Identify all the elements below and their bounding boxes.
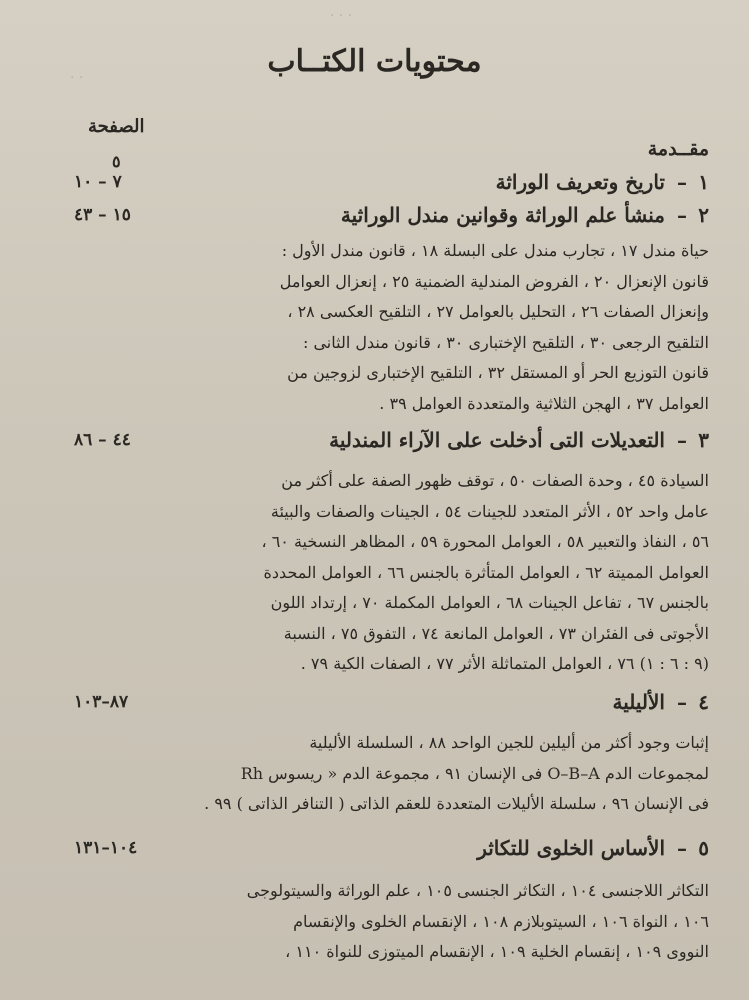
section-heading: التعديلات التى أدخلت على الآراء المندلية: [329, 428, 665, 452]
topic-line: لمجموعات الدم O–B–A فى الإنسان ٩١ ، مجموعة الدم « ريسوس Rh: [240, 763, 709, 783]
topic-line: ٥٦ ، النفاذ والتعبير ٥٨ ، العوامل المحورة ٥٩ ، المظاهر النسخية ٦٠ ،: [261, 532, 709, 551]
section-heading: تاريخ وتعريف الوراثة: [495, 170, 665, 194]
section-page-range: ٨٧–١٠٣: [74, 692, 129, 712]
section-4-topics: [88, 728, 709, 820]
toc-entry-1: [74, 170, 709, 200]
intro-page-number: ٥: [112, 152, 121, 171]
topic-line: قانون التوزيع الحر أو المستقل ٣٢ ، التلقيح الإختبارى لزوجين من: [287, 363, 709, 382]
section-page-range: ٤٤ – ٨٦: [74, 430, 131, 450]
topic-line: التلقيح الرجعى ٣٠ ، التلقيح الإختبارى ٣٠ ، قانون مندل الثانى :: [302, 332, 709, 352]
section-page-range: ١٠٤–١٣١: [74, 838, 138, 858]
section-heading: الأليلية: [612, 690, 665, 714]
topic-line: ١٠٦ ، النواة ١٠٦ ، السيتوبلازم ١٠٨ ، الإنقسام الخلوى والإنقسام: [293, 911, 709, 931]
intro-heading: مقــدمة: [647, 138, 709, 160]
bleed-through-mark: · · ·: [330, 8, 353, 24]
toc-entry-2: [74, 203, 709, 233]
section-dash: –: [677, 170, 687, 194]
section-number: ٤: [698, 690, 709, 714]
section-number: ٢: [698, 203, 709, 227]
section-dash: –: [677, 203, 687, 227]
topic-line: (٩ : ٦ : ١) ٧٦ ، العوامل المتماثلة الأثر ٧٧ ، الصفات الكية ٧٩ .: [300, 654, 709, 673]
topic-line: عامل واحد ٥٢ ، الأثر المتعدد للجينات ٥٤ ، الجينات والصفات والبيئة: [270, 501, 709, 521]
topic-line: وإنعزال الصفات ٢٦ ، التحليل بالعوامل ٢٧ ، التلقيح العكسى ٢٨ ،: [287, 302, 709, 321]
section-3-topics: [88, 466, 709, 680]
section-2-topics: [88, 236, 709, 419]
topic-line: فى الإنسان ٩٦ ، سلسلة الأليلات المتعددة للعقم الذاتى ( التنافر الذاتى ) ٩٩ .: [204, 794, 709, 813]
section-dash: –: [677, 428, 687, 452]
section-dash: –: [677, 690, 687, 714]
section-5-topics: [88, 876, 709, 968]
topic-line: العوامل ٣٧ ، الهجن الثلاثية والمتعددة العوامل ٣٩ .: [379, 393, 709, 413]
bleed-through-mark: · ·: [70, 70, 84, 86]
topic-line: التكاثر اللاجنسى ١٠٤ ، التكاثر الجنسى ١٠٥ ، علم الوراثة والسيتولوجى: [246, 881, 709, 900]
section-number: ٣: [698, 428, 709, 452]
toc-entry-4: [74, 690, 709, 720]
section-dash: –: [677, 836, 687, 860]
page-title: محتويات الكتــاب: [267, 44, 482, 79]
toc-entry-3: [74, 428, 709, 458]
topic-line: السيادة ٤٥ ، وحدة الصفات ٥٠ ، توقف ظهور الصفة على أكثر من: [281, 471, 709, 490]
section-page-range: ٧ – ١٠: [74, 172, 122, 192]
section-page-range: ١٥ – ٤٣: [74, 205, 131, 225]
topic-line: النووى ١٠٩ ، إنقسام الخلية ١٠٩ ، الإنقسام الميتوزى للنواة ١١٠ ،: [285, 942, 709, 961]
topic-line: قانون الإنعزال ٢٠ ، الفروض المندلية الضمنية ٢٥ ، إنعزال العوامل: [279, 271, 709, 291]
section-heading: الأساس الخلوى للتكاثر: [477, 836, 665, 860]
topic-line: بالجنس ٦٧ ، تفاعل الجينات ٦٨ ، العوامل المكملة ٧٠ ، إرتداد اللون: [270, 593, 709, 612]
section-number: ٥: [698, 836, 709, 860]
section-heading: منشأ علم الوراثة وقوانين مندل الوراثية: [340, 203, 665, 227]
topic-line: إثبات وجود أكثر من أليلين للجين الواحد ٨٨ ، السلسلة الأليلية: [309, 733, 709, 752]
page-column-label: الصفحة: [88, 116, 145, 137]
toc-entry-5: [74, 836, 709, 866]
topic-line: حياة مندل ١٧ ، تجارب مندل على البسلة ١٨ ، قانون مندل الأول :: [281, 241, 709, 260]
topic-line: العوامل المميتة ٦٢ ، العوامل المتأثرة بالجنس ٦٦ ، العوامل المحددة: [263, 562, 709, 582]
section-number: ١: [698, 170, 709, 194]
topic-line: الأجوتى فى الفئران ٧٣ ، العوامل المانعة ٧٤ ، التفوق ٧٥ ، النسبة: [283, 623, 709, 643]
